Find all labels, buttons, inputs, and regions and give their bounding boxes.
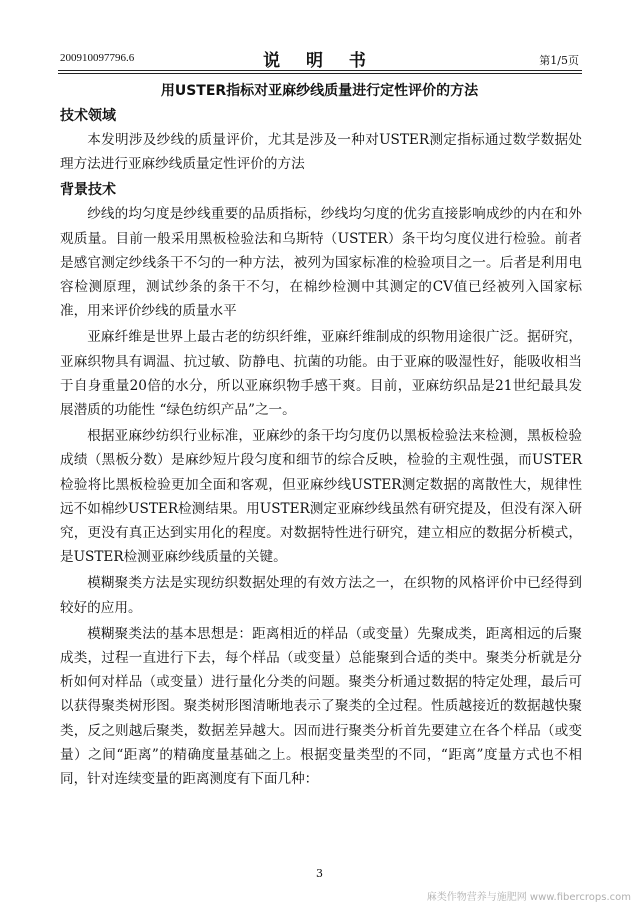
paragraph: 根据亚麻纱纺织行业标准，亚麻纱的条干均匀度仍以黑板检验法来检测，黑板检验成绩（黑板分数）是麻纱短片段匀度和细节的综合反映，检验的主观性强，而USTER检验将比黑板检验更加全面和客观，但亚麻纱线USTER测定数据的离散性大，规律性远不如棉纱USTER检测结果。用USTER测定亚麻纱线虽然有研究提及，但没有深入研究，更没有真正达到实用化的程度。对数据特性进行研究，建立相应的数据分析模式，是USTER检测亚麻纱线质量的关键。 — [60, 428, 582, 566]
paragraph: 纱线的均匀度是纱线重要的品质指标，纱线均匀度的优劣直接影响成纱的内在和外观质量。目前一般采用黑板检验法和乌斯特（USTER）条干均匀度仪进行检验。前者是感官测定纱线条干不匀的一种方法，被列为国家标准的检验项目之一。后者是利用电容检测原理，测试纱条的条干不匀，在棉纱检测中其测定的CV值已经被列入国家标准，用来评价纱线的质量水平 — [60, 206, 582, 320]
section-heading-technical-field: 技术领域 — [60, 108, 116, 124]
document-title: 用USTER指标对亚麻纱线质量进行定性评价的方法 — [160, 83, 479, 99]
header-rule — [58, 70, 582, 71]
section-heading-background: 背景技术 — [60, 182, 116, 199]
document-body — [60, 104, 582, 793]
header-rule-second — [58, 73, 582, 74]
document-type-heading: 说 明 书 — [263, 51, 376, 71]
page-number: 3 — [316, 867, 323, 880]
watermark: 麻类作物营养与施肥网 www.fibercrops.com — [426, 892, 631, 903]
document-number: 200910097796.6 — [60, 52, 135, 64]
page-label: 第1/5页 — [539, 54, 579, 67]
paragraph: 本发明涉及纱线的质量评价，尤其是涉及一种对USTER测定指标通过数学数据处理方法进行亚麻纱线质量定性评价的方法 — [60, 132, 582, 173]
paragraph: 模糊聚类方法是实现纺织数据处理的有效方法之一，在织物的风格评价中已经得到较好的应用。 — [60, 575, 582, 616]
paragraph: 亚麻纤维是世界上最古老的纺织纤维，亚麻纤维制成的织物用途很广泛。据研究，亚麻织物具有调温、抗过敏、防静电、抗菌的功能。由于亚麻的吸湿性好，能吸收相当于自身重量20倍的水分，所以亚麻织物手感干爽。目前，亚麻纺织品是21世纪最具发展潜质的功能性 “绿色纺织产品”之一。 — [60, 329, 582, 419]
paragraph: 模糊聚类法的基本思想是：距离相近的样品（或变量）先聚成类，距离相远的后聚成类，过程一直进行下去，每个样品（或变量）总能聚到合适的类中。聚类分析就是分析如何对样品（或变量）进行量化分类的问题。聚类分析通过数据的特定处理，最后可以获得聚类树形图。聚类树形图清晰地表示了聚类的全过程。性质越接近的数据越快聚类，反之则越后聚类，数据差异越大。因而进行聚类分析首先要建立在各个样品（或变量）之间“距离”的精确度量基础之上。根据变量类型的不同，“距离”度量方式也不相同，针对连续变量的距离测度有下面几种： — [60, 625, 582, 788]
